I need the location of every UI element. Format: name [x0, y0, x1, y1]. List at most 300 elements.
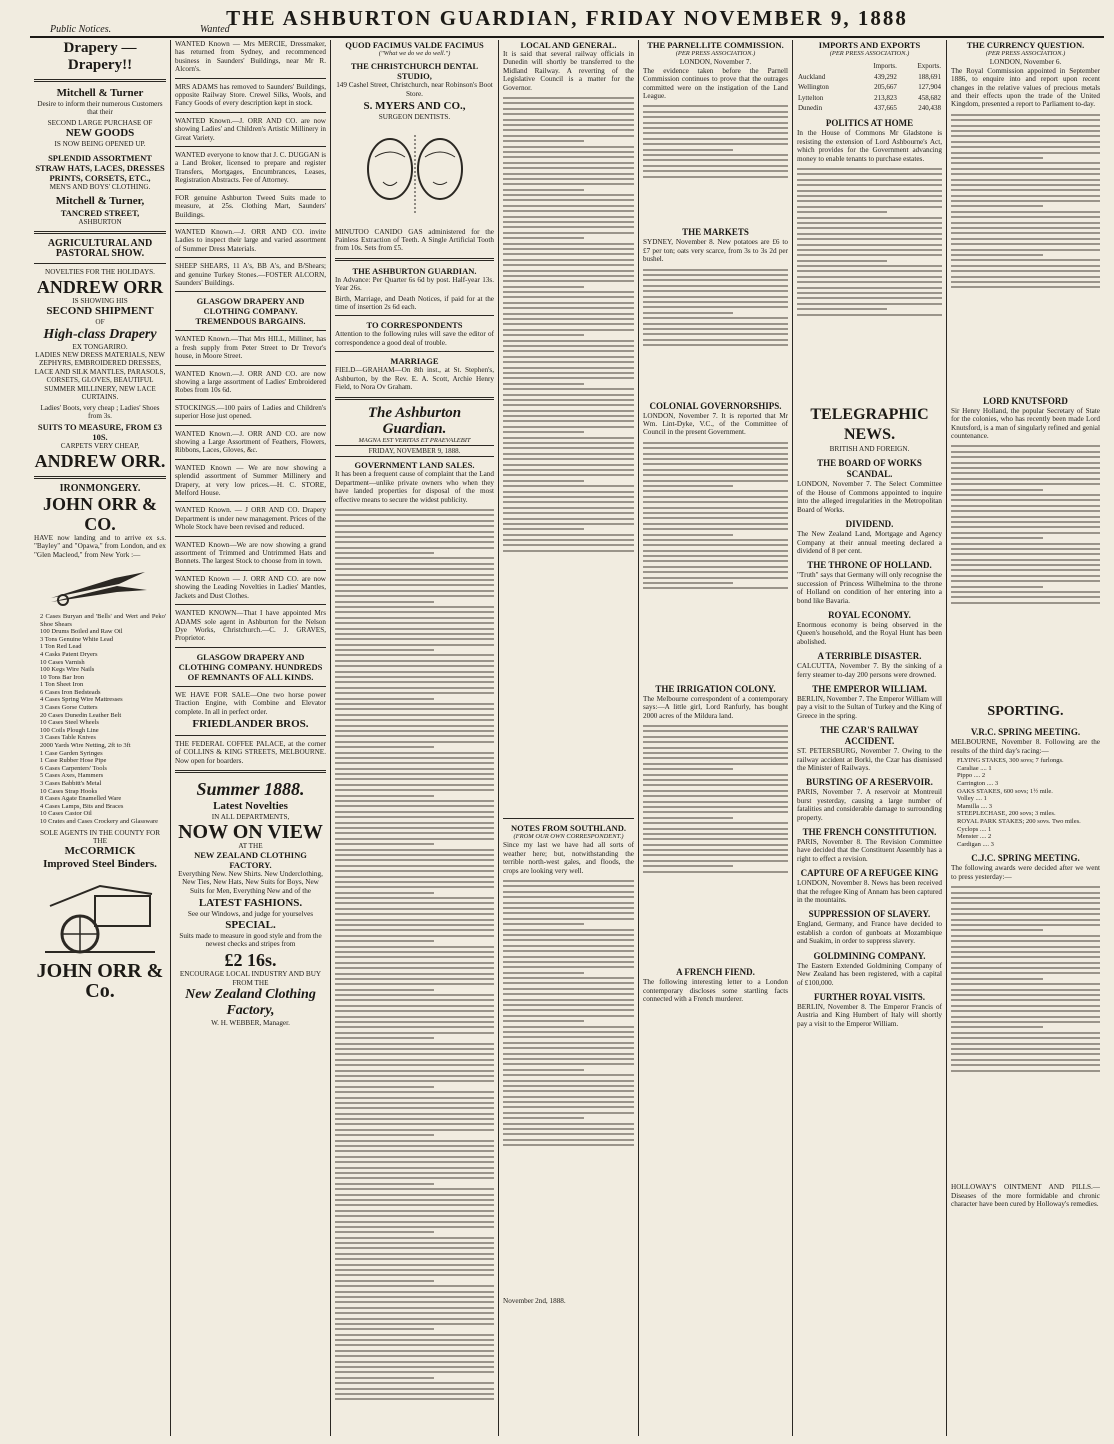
text-line [503, 1053, 634, 1055]
text-line [643, 323, 788, 325]
text-line [503, 1133, 634, 1135]
race-result: Mamilla .... 3 [957, 802, 993, 810]
table-cell: Auckland [798, 72, 826, 81]
text-line [951, 211, 1100, 213]
text-line [503, 296, 634, 298]
text-line [951, 472, 1100, 474]
text-line [797, 233, 942, 235]
text-line [503, 1096, 634, 1098]
text-line [643, 344, 788, 346]
text-line [335, 638, 494, 640]
text-line [335, 1242, 494, 1244]
nz-clothing-factory-2: New Zealand Clothing Factory, [185, 987, 316, 1019]
text-line [335, 1350, 494, 1352]
table-row [797, 93, 942, 103]
text-line [643, 138, 788, 140]
text-line [335, 1393, 494, 1395]
text-line [503, 178, 634, 180]
text-line [503, 264, 634, 266]
text-line [951, 1070, 1100, 1072]
text-line [643, 534, 733, 536]
andrew-orr-heading: ANDREW ORR [36, 276, 164, 297]
text-line [951, 1048, 1100, 1050]
text-line [335, 741, 494, 743]
text-line [951, 956, 1100, 958]
text-line [951, 946, 1100, 948]
table-header [797, 61, 942, 71]
text-line [335, 1194, 494, 1196]
disaster-heading: A TERRIBLE DISASTER. [817, 651, 922, 662]
text-line [951, 173, 1100, 175]
british-foreign: BRITISH AND FOREIGN. [829, 445, 910, 454]
text-line [951, 125, 1100, 127]
list-item: 100 Kegs Wire Nails [40, 666, 95, 674]
text-line [643, 838, 788, 840]
text-line [643, 550, 788, 552]
births-notice: Birth, Marriage, and Death Notices, if paid for at the time of insertion 2s 6d each. [335, 294, 494, 312]
text-line [643, 301, 788, 303]
text-line [503, 1004, 634, 1006]
text-line [335, 929, 494, 931]
text-line [335, 1064, 494, 1066]
text-line [335, 1264, 494, 1266]
column-7 [946, 40, 1104, 1436]
text-line [951, 897, 1100, 899]
text-line [643, 111, 788, 113]
text-line [797, 190, 942, 192]
text-line [335, 1258, 494, 1260]
text-line [503, 896, 634, 898]
list-item: 10 Cases Strap Hooks [40, 787, 98, 795]
disaster-text: CALCUTTA, November 7. By the sinking of a ferry steamer to-day 200 persons were drowned. [797, 662, 942, 679]
text-line [503, 1112, 634, 1114]
text-line [503, 286, 584, 288]
list-item: 3 Tons Genuine White Lead [40, 635, 113, 643]
text-line [951, 451, 1100, 453]
text-line [643, 752, 788, 754]
andrew-orr-heading-2: ANDREW ORR. [34, 450, 166, 471]
economy-text: Enormous economy is being observed in the Queen's household, and the Royal Hunt has been abolished. [797, 620, 942, 646]
text-line [643, 285, 788, 287]
suits-line: SUITS TO MEASURE, FROM £3 10S. [37, 422, 163, 443]
text-line [335, 881, 494, 883]
text-line [335, 778, 494, 780]
text-line [951, 216, 1100, 218]
divider [34, 79, 166, 82]
text-line [503, 1042, 634, 1044]
text-line [643, 442, 788, 444]
text-line [335, 617, 494, 619]
text-line [335, 1301, 494, 1303]
table-row [797, 72, 942, 82]
text-line [335, 531, 494, 533]
text-line [335, 1312, 494, 1314]
correspondents-text: Attention to the following rules will save the editor of correspondence a good deal of trouble. [335, 330, 494, 347]
text-line [951, 281, 1100, 283]
text-line [797, 270, 942, 272]
czar-text: ST. PETERSBURG, November 7. Owing to the railway accident at Borki, the Czar has dismissed the Minister of Railways. [797, 747, 942, 772]
at-the: AT THE [238, 841, 263, 850]
text-line [335, 956, 494, 958]
text-line [503, 205, 634, 207]
text-line [643, 501, 788, 503]
text-line [335, 973, 494, 975]
text-line [335, 514, 494, 516]
text-line [503, 135, 634, 137]
parnellite-text: The evidence taken before the Parnell Commission continues to prove that the outrages committed were on the instigation of the Land League. [643, 66, 788, 101]
text-line [335, 1026, 494, 1028]
currency-heading: THE CURRENCY QUESTION. [966, 40, 1085, 50]
text-line [951, 596, 1100, 598]
text-line [643, 290, 788, 292]
text-line [951, 286, 1100, 288]
text-line [503, 210, 634, 212]
text-line [503, 1009, 634, 1011]
text-line [951, 135, 1100, 137]
now-opened: IS NOW BEING OPENED UP. [54, 140, 146, 149]
text-line [951, 205, 1043, 207]
text-line [335, 536, 494, 538]
list-item: 4 Casks Patent Dryers [40, 650, 98, 658]
column-6 [792, 40, 946, 1436]
constitution-heading: THE FRENCH CONSTITUTION. [802, 827, 937, 838]
text-line [503, 1069, 584, 1071]
press-association: (PER PRESS ASSOCIATION.) [675, 50, 756, 57]
paper-motto: MAGNA EST VERITAS ET PRAEVALEBIT [358, 436, 471, 444]
text-line [797, 222, 942, 224]
text-line [335, 509, 494, 511]
text-line [335, 1210, 494, 1212]
text-line [503, 469, 634, 471]
french-fiend-text: The following interesting letter to a London contemporary discloses some startling facts connected with a French murderer. [643, 978, 788, 1003]
text-line [503, 140, 584, 142]
text-line [797, 276, 942, 278]
text-line [335, 983, 494, 985]
text-line [335, 1398, 494, 1400]
text-line [335, 698, 434, 700]
text-line [951, 276, 1100, 278]
text-line [643, 757, 788, 759]
dateline: LONDON, November 7. [679, 58, 752, 67]
vrc-text: MELBOURNE, November 8. Following are the results of the third day's racing:— [951, 738, 1100, 755]
table-cell: 437,665 [874, 104, 897, 113]
text-line [797, 244, 942, 246]
text-line [335, 849, 494, 851]
text-line [503, 485, 634, 487]
text-line [335, 935, 494, 937]
telegraphic-heading: TELEGRAPHIC NEWS. [810, 406, 929, 444]
divider [175, 770, 326, 773]
encourage-industry: ENCOURAGE LOCAL INDUSTRY AND BUY FROM THE [179, 970, 322, 987]
text-line [643, 176, 788, 178]
text-line [951, 232, 1100, 234]
text-line [335, 681, 494, 683]
text-line [951, 1064, 1100, 1066]
text-line [643, 555, 788, 557]
now-on-view: NOW ON VIEW [178, 820, 323, 843]
text-line [503, 923, 584, 925]
politics-text: In the House of Commons Mr Gladstone is resisting the extension of Lord Ashbourne's Act, which provides for the Government advancing money to enable tenants to purchase estates. [797, 129, 942, 163]
text-line [643, 132, 788, 134]
column-1 [30, 40, 170, 1436]
text-line [643, 269, 788, 271]
mitchell-turner-heading-2: Mitchell & Turner, [55, 195, 145, 208]
text-line [335, 832, 494, 834]
text-line [503, 464, 634, 466]
text-line [643, 587, 788, 589]
text-line [335, 800, 494, 802]
article-body [335, 506, 494, 1436]
text-line [643, 127, 788, 129]
list-item: 1 Case Rubber Hose Pipe [40, 757, 107, 765]
text-line [797, 200, 942, 202]
mitchell-turner-heading: Mitchell & Turner [56, 87, 144, 99]
race-result: Caraliae .... 1 [957, 764, 992, 772]
text-line [335, 789, 494, 791]
text-line [335, 1172, 494, 1174]
text-line [503, 1036, 634, 1038]
race-result: OAKS STAKES, 600 sovs; 1½ mile. [957, 787, 1053, 795]
text-line [335, 1123, 494, 1125]
text-line [335, 676, 494, 678]
highclass-drapery: High-class Drapery [43, 326, 157, 342]
text-line [503, 350, 634, 352]
splendid-assortment: SPLENDID ASSORTMENT [48, 152, 152, 163]
text-line [951, 184, 1100, 186]
czar-heading: THE CZAR'S RAILWAY ACCIDENT. [820, 725, 919, 747]
article-body [797, 165, 942, 405]
text-line [503, 275, 634, 277]
text-line [643, 865, 733, 867]
text-line [335, 1161, 494, 1163]
text-line [951, 967, 1100, 969]
reservoir-text: PARIS, November 7. A reservoir at Montreuil burst yesterday, causing a large number of fatalities and considerable damage to surrounding property. [797, 788, 942, 822]
text-line [503, 934, 634, 936]
text-line [643, 122, 788, 124]
wanted-notice: WANTED Known.—J. ORR AND CO. are now showing a Large Assortment of Feathers, Flowers, Ribbons, Laces, Gloves, &c. [175, 429, 326, 455]
text-line [335, 1334, 494, 1336]
text-line [643, 453, 788, 455]
text-line [335, 1274, 494, 1276]
article-body [643, 439, 788, 679]
text-line [643, 306, 788, 308]
list-item: 100 Coils Plough Line [40, 726, 99, 734]
text-line [335, 520, 494, 522]
suits-made: Suits made to measure in good style and from the newest checks and stripes from [179, 931, 322, 948]
text-line [643, 339, 788, 341]
text-line [503, 383, 584, 385]
press-association: (PER PRESS ASSOCIATION.) [829, 50, 910, 57]
text-line [335, 1285, 494, 1287]
text-line [335, 1129, 494, 1131]
goldmining-heading: GOLDMINING COMPANY. [813, 950, 926, 961]
text-line [503, 404, 634, 406]
text-line [643, 860, 788, 862]
text-line [951, 902, 1100, 904]
text-line [503, 334, 584, 336]
race-result: STEEPLECHASE, 200 sovs; 3 miles. [957, 810, 1056, 818]
text-line [951, 516, 1100, 518]
text-line [503, 318, 634, 320]
text-line [335, 854, 494, 856]
text-line [503, 939, 634, 941]
table-cell: 127,904 [918, 83, 941, 92]
text-line [503, 496, 634, 498]
text-line [951, 924, 1100, 926]
text-line [951, 249, 1100, 251]
gas-notice: MINUTOO CANIDO GAS administered for the Painless Extraction of Teeth. A Single Artificial Tooth from 10s. Sets from £5. [335, 227, 494, 253]
special-heading: SPECIAL. [225, 918, 276, 931]
list-item: 2000 Yards Wire Netting, 2ft to 3ft [40, 742, 131, 750]
wanted-notice: WANTED everyone to know that J. C. DUGGAN is a Land Broker, licensed to prepare and register Transfers, Mortgages, Encumbrances, Leases, Registration Abstracts. Fee of Attorney. [175, 151, 326, 185]
text-line [335, 1075, 494, 1077]
text-line [643, 517, 788, 519]
text-line [335, 644, 494, 646]
public-notices-label: Public Notices. [50, 24, 112, 35]
text-line [503, 113, 634, 115]
columns [30, 40, 1104, 1436]
text-line [335, 611, 494, 613]
text-line [335, 865, 494, 867]
list-item: 10 Tons Bar Iron [40, 673, 85, 681]
table-cell: Dunedin [798, 104, 823, 113]
text-line [335, 768, 494, 770]
irrigation-heading: THE IRRIGATION COLONY. [655, 683, 776, 694]
race-result: FLYING STAKES, 300 sovs; 7 furlongs. [957, 757, 1064, 765]
text-line [335, 1113, 494, 1115]
article-body [643, 102, 788, 222]
text-line [643, 539, 788, 541]
text-line [335, 692, 494, 694]
text-line [503, 291, 634, 293]
wanted-notice: WANTED Known — We are now showing a splendid assortment of Summer Millinery and Drapery, at very low prices.—H. C. STORE, Melford House. [175, 463, 326, 498]
text-line [503, 972, 584, 974]
table-cell: 439,292 [874, 72, 897, 81]
refugee-heading: CAPTURE OF A REFUGEE KING [800, 868, 939, 879]
list-item: 3 Cases Gorse Cutters [40, 704, 98, 712]
text-line [503, 512, 634, 514]
text-line [503, 544, 634, 546]
text-line [503, 902, 634, 904]
text-line [335, 843, 434, 845]
article-date: November 2nd, 1888. [503, 1297, 566, 1306]
text-line [335, 579, 494, 581]
everything-new: Everything New. New Shirts. New Underclothing, New Ties, New Hats, New Suits for Boys, New Suits for Men, Everything New and of the [178, 869, 323, 895]
john-orr-lead: HAVE now landing and to arrive ex s.s. "Bayley" and "Opawa," from London, and ex "Glen Macleod," from New York :— [34, 533, 166, 559]
list-item: 20 Cases Dunedin Leather Belt [40, 711, 122, 719]
text-line [335, 708, 494, 710]
french-fiend-heading: A FRENCH FIEND. [676, 967, 755, 978]
text-line [335, 606, 494, 608]
list-item: 10 Cases Steel Wheels [40, 719, 99, 727]
text-line [643, 544, 788, 546]
text-line [335, 1037, 434, 1039]
text-line [503, 999, 634, 1001]
text-line [643, 582, 733, 584]
text-line [503, 1031, 634, 1033]
text-line [643, 312, 733, 314]
text-line [503, 907, 634, 909]
text-line [951, 483, 1100, 485]
second-shipment: SECOND SHIPMENT [46, 305, 154, 318]
article-body [951, 442, 1100, 702]
text-line [335, 1021, 494, 1023]
text-line [643, 828, 788, 830]
text-line [335, 897, 494, 899]
text-line [503, 129, 634, 131]
text-line [335, 978, 494, 980]
text-line [797, 281, 942, 283]
holloway-advert: HOLLOWAY'S OINTMENT AND PILLS.—Diseases of the more formidable and chronic character have been cured by Holloway's remedies. [951, 1183, 1100, 1209]
text-line [335, 654, 494, 656]
text-line [335, 719, 494, 721]
text-line [503, 221, 634, 223]
text-line [335, 1091, 494, 1093]
text-line [503, 528, 584, 530]
text-line [335, 1361, 494, 1363]
text-line [335, 1145, 494, 1147]
text-line [951, 994, 1100, 996]
webber-manager: W. H. WEBBER, Manager. [211, 1019, 290, 1028]
text-line [335, 1097, 494, 1099]
text-line [335, 1107, 494, 1109]
text-line [643, 480, 788, 482]
text-line [951, 1026, 1043, 1028]
race-result: Pippo .... 2 [957, 772, 986, 780]
text-line [503, 356, 634, 358]
text-line [335, 1307, 494, 1309]
text-line [503, 194, 634, 196]
john-orr-footer: JOHN ORR & Co. [36, 960, 164, 1003]
text-line [335, 1043, 494, 1045]
text-line [335, 660, 494, 662]
text-line [797, 308, 887, 310]
text-line [335, 1118, 494, 1120]
price: £2 16s. [224, 950, 277, 971]
text-line [503, 447, 634, 449]
firm-lead: Desire to inform their numerous Customers that their [37, 100, 163, 117]
constitution-text: PARIS, November 8. The Revision Committee have decided that the Constituent Assembly has a right to effect a revision. [797, 838, 942, 863]
cjc-text: The following awards were decided after we went to press yesterday:— [951, 864, 1100, 881]
text-line [503, 1063, 634, 1065]
wanted-notice: WANTED Known — J. ORR AND CO. are now showing the Leading Novelties in Ladies' Mantles, Jackets and Dust Clothes. [175, 574, 326, 600]
table-cell: Lyttelton [798, 93, 824, 102]
markets-heading: THE MARKETS [682, 227, 749, 238]
text-line [335, 784, 494, 786]
text-line [503, 124, 634, 126]
text-line [643, 854, 788, 856]
friedlander-heading: FRIEDLANDER BROS. [192, 717, 309, 730]
vrc-heading: V.R.C. SPRING MEETING. [970, 727, 1081, 738]
of-label: OF [95, 318, 105, 327]
text-line [503, 323, 634, 325]
text-line [335, 1215, 494, 1217]
shears-icon [45, 564, 155, 608]
text-line [335, 994, 494, 996]
text-line [503, 415, 634, 417]
mens-clothing: MEN'S AND BOYS' CLOTHING. [49, 182, 151, 191]
list-item: 100 Drums Boiled and Raw Oil [40, 628, 123, 636]
text-line [335, 1323, 494, 1325]
text-line [643, 817, 733, 819]
text-line [503, 1139, 634, 1141]
list-item: 4 Cases Spring Wire Mattresses [40, 696, 123, 704]
text-line [335, 1188, 494, 1190]
text-line [797, 265, 942, 267]
text-line [335, 1070, 494, 1072]
text-line [503, 97, 634, 99]
text-line [503, 151, 634, 153]
